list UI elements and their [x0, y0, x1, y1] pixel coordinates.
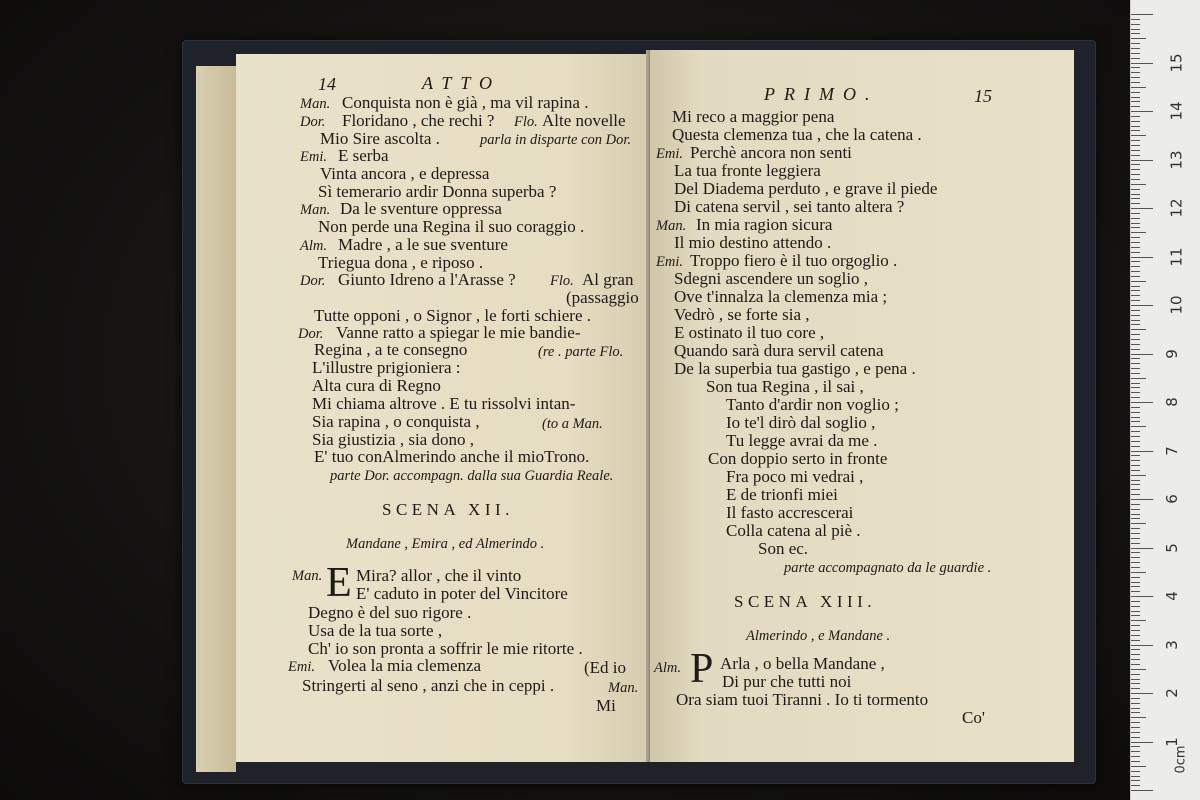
ruler-tick — [1131, 116, 1140, 117]
ruler-tick — [1131, 344, 1140, 345]
line-text: E' caduto in poter del Vincitore — [356, 584, 568, 603]
speaker-label: Flo. — [550, 273, 574, 289]
ruler-tick — [1131, 499, 1153, 500]
catchword: Mi — [596, 696, 616, 715]
ruler-tick — [1131, 484, 1140, 485]
line-text: Di catena servil , sei tanto altera ? — [674, 197, 905, 216]
ruler-tick — [1131, 67, 1140, 68]
ruler-tick — [1131, 315, 1140, 316]
line-text: Io te'l dirò dal soglio , — [726, 413, 876, 432]
speaker-label: Alm. — [300, 238, 327, 254]
stage-direction: (re . parte Flo. — [538, 344, 624, 360]
ruler-tick — [1131, 101, 1140, 102]
ruler-tick — [1131, 451, 1153, 452]
ruler-label: 9 — [1162, 348, 1181, 359]
ruler-tick — [1131, 611, 1140, 612]
line-text: Usa de la tua sorte , — [308, 621, 443, 640]
ruler-label: 11 — [1167, 246, 1186, 267]
ruler-tick — [1131, 252, 1140, 253]
ruler-tick — [1131, 92, 1140, 93]
ruler-tick — [1131, 194, 1140, 195]
line-text: Ora siam tuoi Tiranni . Io ti tormento — [676, 690, 929, 709]
ruler-tick — [1131, 392, 1140, 393]
ruler-tick — [1131, 538, 1140, 539]
ruler-tick — [1131, 426, 1146, 427]
ruler-tick — [1131, 155, 1140, 156]
line-text: E de trionfi miei — [726, 485, 838, 504]
ruler-tick — [1131, 82, 1140, 83]
ruler-label: 5 — [1162, 542, 1181, 553]
ruler-tick — [1131, 29, 1140, 30]
ruler-tick — [1131, 295, 1140, 296]
line-text: Al gran — [582, 270, 634, 289]
ruler-label: 4 — [1162, 591, 1181, 601]
ruler-tick — [1131, 746, 1140, 747]
speaker-label: Man. — [300, 96, 331, 112]
ruler-label: 10 — [1167, 295, 1186, 315]
ruler-tick — [1131, 494, 1140, 495]
ruler-tick — [1131, 257, 1153, 258]
ruler-label: 12 — [1167, 198, 1186, 218]
ruler-tick — [1131, 470, 1140, 471]
line-text: L'illustre prigioniera : — [312, 358, 461, 377]
ruler-tick — [1131, 780, 1140, 781]
ruler-unit-label: 0cm — [1173, 745, 1189, 774]
ruler-tick — [1131, 397, 1140, 398]
line-text: Volea la mia clemenza — [328, 656, 482, 675]
line-text: Tu legge avrai da me . — [726, 431, 878, 450]
drop-cap: E — [326, 560, 352, 606]
ruler-tick — [1131, 606, 1140, 607]
ruler-tick — [1131, 261, 1140, 262]
ruler-tick — [1131, 582, 1140, 583]
left-running-head: ATTO — [422, 73, 502, 93]
speaker-label: Man. — [300, 202, 331, 218]
ruler-tick — [1131, 601, 1140, 602]
ruler-tick — [1131, 213, 1140, 214]
ruler-tick — [1131, 436, 1140, 437]
ruler-tick — [1131, 402, 1153, 403]
ruler-label: 13 — [1167, 149, 1186, 170]
ruler-tick — [1131, 732, 1140, 733]
ruler-tick — [1131, 63, 1153, 64]
line-text: Ove t'innalza la clemenza mia ; — [674, 287, 888, 306]
ruler-tick — [1131, 489, 1140, 490]
ruler-label: 6 — [1162, 494, 1181, 504]
speaker-label: Dor. — [300, 114, 326, 130]
line-text: Questa clemenza tua , che la catena . — [672, 125, 922, 144]
line-text: Alta cura di Regno — [312, 376, 441, 395]
ruler-tick — [1131, 654, 1140, 655]
ruler-tick — [1131, 465, 1140, 466]
ruler-label: 7 — [1162, 445, 1181, 456]
ruler-tick — [1131, 106, 1140, 107]
ruler-tick — [1131, 77, 1140, 78]
ruler-tick — [1131, 281, 1146, 282]
right-page — [650, 50, 1074, 762]
line-text: Il fasto accrescerai — [726, 503, 854, 522]
ruler-tick — [1131, 528, 1140, 529]
ruler-label: 15 — [1167, 52, 1186, 73]
measurement-ruler — [1130, 0, 1200, 800]
ruler-tick — [1131, 533, 1140, 534]
line-text: Mi chiama altrove . E tu rissolvi intan- — [312, 394, 576, 413]
speaker-label: Emi. — [300, 149, 327, 165]
ruler-tick — [1131, 577, 1140, 578]
speaker-label: Emi. — [656, 146, 683, 162]
ruler-tick — [1131, 58, 1140, 59]
line-text: Floridano , che rechi ? — [342, 111, 495, 130]
catchword: Co' — [962, 708, 985, 727]
ruler-tick — [1131, 776, 1140, 777]
ruler-tick — [1131, 441, 1140, 442]
ruler-tick — [1131, 480, 1140, 481]
ruler-tick — [1131, 717, 1146, 718]
ruler-label: 14 — [1167, 101, 1186, 121]
ruler-tick — [1131, 266, 1140, 267]
speaker-label: Flo. — [514, 114, 538, 130]
ruler-tick — [1131, 320, 1140, 321]
ruler-tick — [1131, 679, 1140, 680]
ruler-tick — [1131, 635, 1140, 636]
line-text: Fra poco mi vedrai , — [726, 467, 864, 486]
line-text: Conquista non è già , ma vil rapina . — [342, 93, 589, 112]
ruler-tick — [1131, 421, 1140, 422]
ruler-tick — [1131, 140, 1140, 141]
line-text: Regina , a te consegno — [314, 340, 468, 359]
line-text: Ch' io son pronta a soffrir le mie ritorte . — [308, 639, 583, 658]
ruler-tick — [1131, 184, 1146, 185]
line-text: Mira? allor , che il vinto — [356, 566, 522, 585]
ruler-tick — [1131, 378, 1146, 379]
ruler-tick — [1131, 669, 1146, 670]
stage-direction: parte Dor. accompagn. dalla sua Guardia Reale. — [330, 468, 614, 484]
scene-characters: Mandane , Emira , ed Almerindo . — [346, 536, 545, 552]
line-text: E serba — [338, 146, 389, 165]
ruler-tick — [1131, 232, 1146, 233]
stage-direction: parte accompagnato da le guardie . — [784, 560, 992, 576]
ruler-tick — [1131, 208, 1153, 209]
ruler-tick — [1131, 130, 1140, 131]
ruler-tick — [1131, 300, 1140, 301]
ruler-tick — [1131, 708, 1140, 709]
ruler-tick — [1131, 126, 1140, 127]
line-text: (passaggio — [566, 288, 639, 307]
ruler-tick — [1131, 223, 1140, 224]
line-text: La tua fronte leggiera — [674, 161, 821, 180]
ruler-tick — [1131, 552, 1140, 553]
ruler-tick — [1131, 722, 1140, 723]
right-running-head: PRIMO. — [764, 84, 879, 104]
ruler-tick — [1131, 514, 1140, 515]
ruler-tick — [1131, 33, 1140, 34]
stage-direction: (to a Man. — [542, 416, 603, 432]
ruler-tick — [1131, 712, 1140, 713]
ruler-tick — [1131, 596, 1153, 597]
line-text: Quando sarà dura servil catena — [674, 341, 884, 360]
speaker-label: Dor. — [300, 273, 326, 289]
line-text: Non perde una Regina il suo coraggio . — [318, 217, 585, 236]
ruler-tick — [1131, 557, 1140, 558]
ruler-tick — [1131, 72, 1140, 73]
ruler-tick — [1131, 742, 1153, 743]
ruler-tick — [1131, 135, 1146, 136]
ruler-tick — [1131, 548, 1153, 549]
ruler-label: 1 — [1162, 736, 1181, 747]
ruler-tick — [1131, 727, 1140, 728]
ruler-tick — [1131, 518, 1140, 519]
line-text: Madre , a le sue sventure — [338, 235, 508, 254]
line-text: De la superbia tua gastigo , e pena . — [674, 359, 916, 378]
ruler-tick — [1131, 242, 1140, 243]
ruler-tick — [1131, 339, 1140, 340]
ruler-tick — [1131, 179, 1140, 180]
ruler-tick — [1131, 640, 1140, 641]
line-text: Colla catena al piè . — [726, 521, 861, 540]
ruler-tick — [1131, 446, 1140, 447]
ruler-tick — [1131, 19, 1140, 20]
ruler-tick — [1131, 659, 1140, 660]
ruler-tick — [1131, 790, 1153, 791]
speaker-label: Man. — [608, 680, 639, 696]
line-text: E' tuo conAlmerindo anche il mioTrono. — [314, 447, 590, 466]
ruler-tick — [1131, 290, 1140, 291]
ruler-tick — [1131, 417, 1140, 418]
line-text: Di pur che tutti noi — [722, 672, 852, 691]
ruler-tick — [1131, 334, 1140, 335]
ruler-tick — [1131, 145, 1140, 146]
line-text: Del Diadema perduto , e grave il piede — [674, 179, 938, 198]
line-text: Perchè ancora non senti — [690, 143, 852, 162]
line-text: Son ec. — [758, 539, 809, 558]
ruler-tick — [1131, 591, 1140, 592]
line-text: E ostinato il tuo core , — [674, 323, 825, 342]
ruler-tick — [1131, 198, 1140, 199]
ruler-tick — [1131, 358, 1140, 359]
stage-direction: parla in disparte con Dor. — [480, 132, 632, 148]
ruler-tick — [1131, 97, 1140, 98]
line-text: Son tua Regina , il sai , — [706, 377, 864, 396]
line-text: Da le sventure oppressa — [340, 199, 502, 218]
line-text: Vedrò , se forte sia , — [674, 305, 810, 324]
ruler-tick — [1131, 572, 1146, 573]
left-page-number: 14 — [318, 74, 336, 94]
speaker-label: Dor. — [298, 326, 324, 342]
ruler-tick — [1131, 87, 1146, 88]
ruler-tick — [1131, 620, 1146, 621]
ruler-tick — [1131, 431, 1140, 432]
ruler-tick — [1131, 751, 1140, 752]
ruler-tick — [1131, 645, 1153, 646]
ruler-tick — [1131, 383, 1140, 384]
ruler-tick — [1131, 460, 1140, 461]
ruler-tick — [1131, 785, 1140, 786]
ruler-tick — [1131, 203, 1140, 204]
ruler-tick — [1131, 737, 1140, 738]
line-text: Alte novelle — [542, 111, 626, 130]
ruler-tick — [1131, 121, 1140, 122]
line-text: Sia rapina , o conquista , — [312, 412, 480, 431]
ruler-tick — [1131, 218, 1140, 219]
line-text: Tanto d'ardir non voglio ; — [726, 395, 899, 414]
line-text: Con doppio serto in fronte — [708, 449, 888, 468]
right-page-number: 15 — [974, 86, 992, 106]
ruler-label: 3 — [1162, 639, 1181, 650]
ruler-tick — [1131, 247, 1140, 248]
line-text: Mio Sire ascolta . — [320, 129, 440, 148]
scene-title: SCENA XIII. — [734, 592, 877, 611]
ruler-tick — [1131, 412, 1140, 413]
ruler-tick — [1131, 160, 1153, 161]
ruler-tick — [1131, 615, 1140, 616]
ruler-tick — [1131, 693, 1153, 694]
ruler-tick — [1131, 43, 1140, 44]
line-text: Tutte opponi , o Signor , le forti schiere . — [314, 306, 592, 325]
ruler-tick — [1131, 310, 1140, 311]
line-text: Degno è del suo rigore . — [308, 603, 472, 622]
ruler-tick — [1131, 349, 1140, 350]
ruler-tick — [1131, 329, 1146, 330]
ruler-tick — [1131, 150, 1140, 151]
ruler-tick — [1131, 475, 1146, 476]
ruler-tick — [1131, 387, 1140, 388]
left-page — [236, 54, 650, 762]
ruler-tick — [1131, 562, 1140, 563]
ruler-tick — [1131, 164, 1140, 165]
ruler-tick — [1131, 761, 1140, 762]
ruler-tick — [1131, 703, 1140, 704]
ruler-tick — [1131, 363, 1140, 364]
ruler-tick — [1131, 271, 1140, 272]
ruler-tick — [1131, 698, 1140, 699]
ruler-tick — [1131, 688, 1140, 689]
ruler-tick — [1131, 237, 1140, 238]
speaker-label: Emi. — [656, 254, 683, 270]
line-text: Vanne ratto a spiegar le mie bandie- — [336, 323, 581, 342]
ruler-tick — [1131, 504, 1140, 505]
line-text: Troppo fiero è il tuo orgoglio . — [690, 251, 898, 270]
ruler-tick — [1131, 674, 1140, 675]
ruler-tick — [1131, 111, 1153, 112]
drop-cap: P — [690, 646, 714, 692]
ruler-tick — [1131, 14, 1153, 15]
line-text: Giunto Idreno a l'Arasse ? — [338, 270, 516, 289]
line-text: Mi reco a maggior pena — [672, 107, 835, 126]
ruler-tick — [1131, 523, 1146, 524]
speaker-label: Alm. — [654, 660, 681, 676]
ruler-tick — [1131, 354, 1153, 355]
ruler-tick — [1131, 174, 1140, 175]
ruler-tick — [1131, 227, 1140, 228]
ruler-label: 8 — [1162, 397, 1181, 407]
ruler-tick — [1131, 649, 1140, 650]
ruler-tick — [1131, 286, 1140, 287]
ruler-tick — [1131, 766, 1146, 767]
ruler-tick — [1131, 455, 1140, 456]
ruler-tick — [1131, 509, 1140, 510]
ruler-tick — [1131, 664, 1140, 665]
line-text: Il mio destino attendo . — [674, 233, 832, 252]
ruler-tick — [1131, 276, 1140, 277]
ruler-tick — [1131, 305, 1153, 306]
line-text: Sia giustizia , sia dono , — [312, 430, 474, 449]
stage-direction: (Ed io — [584, 658, 627, 677]
line-text: Stringerti al seno , anzi che in ceppi . — [302, 676, 555, 695]
scene-title: SCENA XII. — [382, 500, 514, 519]
ruler-label: 2 — [1162, 688, 1181, 698]
ruler-tick — [1131, 625, 1140, 626]
ruler-tick — [1131, 38, 1146, 39]
line-text: Triegua dona , e riposo . — [318, 253, 484, 272]
speaker-label: Man. — [292, 568, 323, 584]
page-edges — [196, 66, 236, 772]
ruler-tick — [1131, 189, 1140, 190]
line-text: Vinta ancora , e depressa — [320, 164, 490, 183]
line-text: Sdegni ascendere un soglio , — [674, 269, 869, 288]
line-text: Arla , o bella Mandane , — [720, 654, 885, 673]
speaker-label: Emi. — [288, 659, 315, 675]
ruler-tick — [1131, 756, 1140, 757]
speaker-label: Man. — [656, 218, 687, 234]
scene-characters: Almerindo , e Mandane . — [746, 628, 891, 644]
ruler-tick — [1131, 630, 1140, 631]
ruler-tick — [1131, 771, 1140, 772]
ruler-tick — [1131, 53, 1140, 54]
ruler-tick — [1131, 543, 1140, 544]
ruler-tick — [1131, 373, 1140, 374]
line-text: In mia ragion sicura — [696, 215, 833, 234]
ruler-tick — [1131, 48, 1140, 49]
ruler-tick — [1131, 567, 1140, 568]
ruler-tick — [1131, 169, 1140, 170]
ruler-tick — [1131, 407, 1140, 408]
ruler-tick — [1131, 368, 1140, 369]
ruler-tick — [1131, 683, 1140, 684]
line-text: Sì temerario ardir Donna superba ? — [318, 182, 557, 201]
ruler-tick — [1131, 586, 1140, 587]
ruler-tick — [1131, 324, 1140, 325]
ruler-tick — [1131, 24, 1140, 25]
